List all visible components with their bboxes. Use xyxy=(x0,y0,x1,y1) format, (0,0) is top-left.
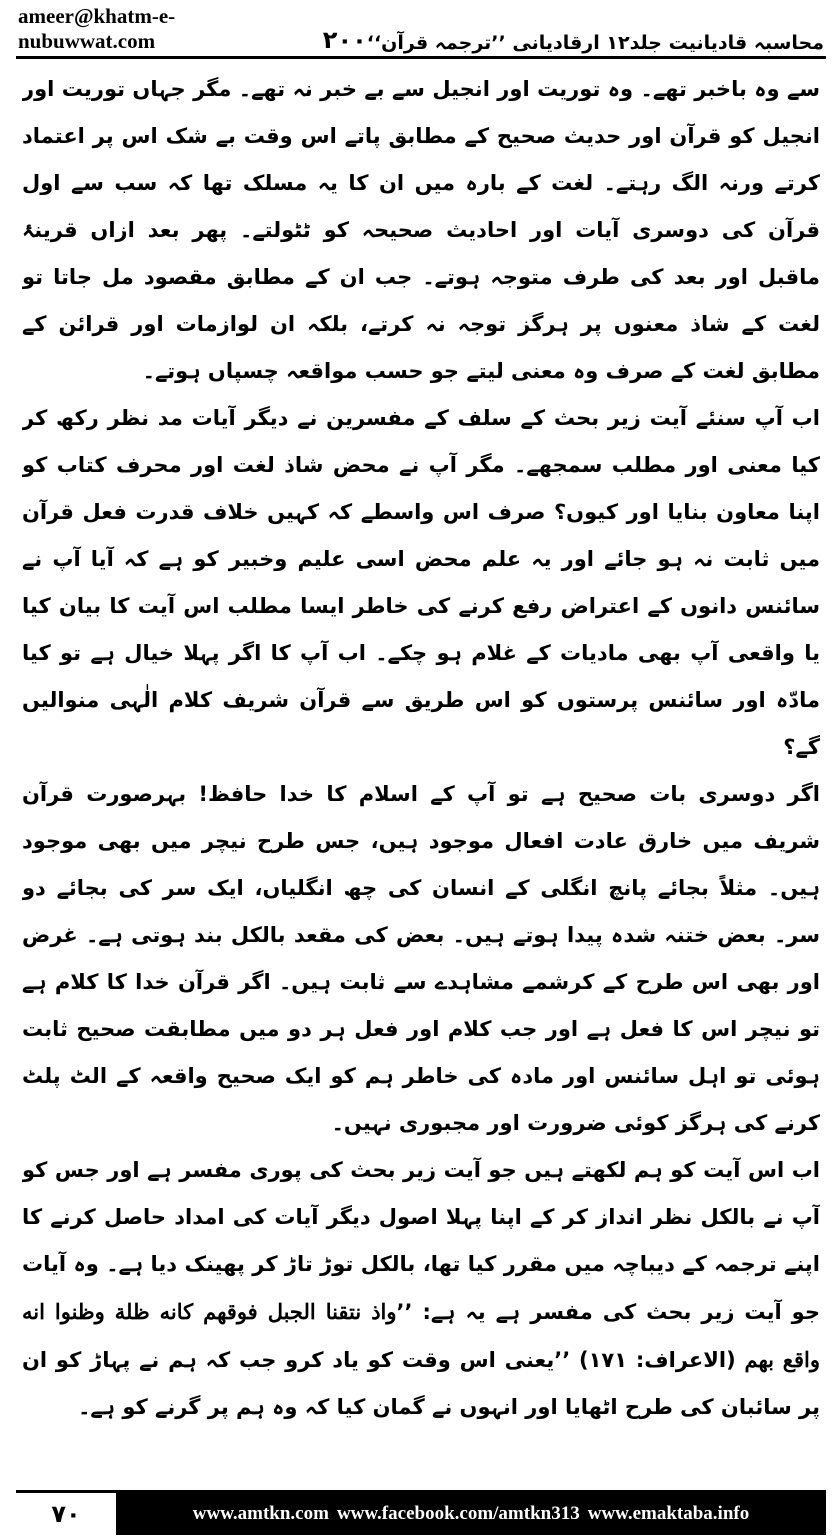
footer-link-emaktaba[interactable]: www.emaktaba.info xyxy=(587,1503,750,1524)
page-body xyxy=(22,66,820,1466)
paragraph-2: اب آپ سنئے آیت زیر بحث کے سلف کے مفسرین نے دیگر آیات مد نظر رکھ کر کیا معنی اور مطلب سمجھے۔ مگر آپ نے محض شاذ لغت اور محرف کتاب کو اپنا معاون بنایا اور کیوں؟ صرف اس واسطے کہ کہیں خلاف قدرت فعل قرآن میں ثابت نہ ہو جائے اور یہ علم محض اسی علیم وخبیر کو ہے کہ آیا آپ نے سائنس دانوں کے اعتراض رفع کرنے کی خاطر ایسا مطلب اس آیت کا بیان کیا یا واقعی آپ بھی مادیات کے غلام ہو چکے۔ اب آپ کا اگر پہلا خیال ہے تو کیا مادّہ اور سائنس پرستوں کو اس طریق سے قرآن شریف کلام الٰہی منوالیں گے؟ xyxy=(22,406,820,759)
page-header xyxy=(18,4,824,54)
page-footer xyxy=(16,1490,826,1535)
quran-reference: (الاعراف: ۱۷۱) ’’ xyxy=(554,1348,745,1372)
paragraph-1: سے وہ باخبر تھے۔ وہ توریت اور انجیل سے بے خبر نہ تھے۔ مگر جہاں توریت اور انجیل کو قرآن اور حدیث صحیح کے مطابق پاتے اس وقت بے شک اس پر اعتماد کرتے ورنہ الگ رہتے۔ لغت کے بارہ میں ان کا یہ مسلک تھا کہ سب سے اول قرآن کی دوسری آیات اور احادیث صحیحہ کو ٹٹولتے۔ پھر بعد ازاں قرینۂ ماقبل اور بعد کی طرف متوجہ ہوتے۔ جب ان کے مطابق مقصود مل جاتا تو لغت کے شاذ معنوں پر ہرگز توجہ نہ کرتے، بلکہ ان لوازمات اور قرائن کے مطابق لغت کے صرف وہ معنی لیتے جو حسب مواقعہ چسپاں ہوتے۔ xyxy=(22,77,820,383)
header-divider xyxy=(16,56,826,59)
header-page-number: ۲۰۰ xyxy=(322,26,367,54)
paragraph-4 xyxy=(22,1147,820,1431)
paragraph-3: اگر دوسری بات صحیح ہے تو آپ کے اسلام کا خدا حافظ! بہرصورت قرآن شریف میں خارق عادت افعال موجود ہیں، جس طرح نیچر میں بھی موجود ہیں۔ مثلاً بجائے پانچ انگلی کے انسان کی چھ انگلیاں، ایک سر کی بجائے دو سر۔ بعض ختنہ شدہ پیدا ہوتے ہیں۔ بعض کی مقعد بالکل بند ہوتی ہے۔ غرض اور بھی اس طرح کے کرشمے مشاہدے سے ثابت ہیں۔ اگر قرآن خدا کا کلام ہے تو نیچر اس کا فعل ہے اور جب کلام اور فعل ہر دو میں مطابقت صحیح ثابت ہوئی تو اہل سائنس اور مادہ کی خاطر ہم کو ایک صحیح واقعہ کے الٹ پلٹ کرنے کی ہرگز کوئی ضرورت اور مجبوری نہیں۔ xyxy=(22,782,820,1135)
paragraph-4-intro: اب اس آیت کو ہم لکھتے ہیں جو آیت زیر بحث کی پوری مفسر ہے اور جس کو آپ نے بالکل نظر انداز کر کے اپنا پہلا اصول دیگر آیات کی امداد حاصل کرنے کا اپنے ترجمہ کے دیباچہ میں مقرر کیا تھا، بالکل توڑ تاڑ کر پھینک دیا ہے۔ وہ آیات جو آیت زیر بحث کی مفسر ہے یہ ہے: ’’ xyxy=(22,1158,820,1324)
footer-link-amtkn[interactable]: www.amtkn.com xyxy=(192,1503,329,1524)
footer-page-number: ۷۰ xyxy=(51,1500,81,1528)
header-email[interactable]: ameer@khatm-e-nubuwwat.com xyxy=(18,4,176,53)
header-title: محاسبہ قادیانیت جلد۱۲ ارقادیانی ’’ترجمہ قرآن‘‘ xyxy=(366,32,824,54)
paragraph-4-translation: یعنی اس وقت کو یاد کرو جب کہ ہم نے پہاڑ کو ان پر سائبان کی طرح اٹھایا اور انہوں نے گمان کیا کہ وہ ہم پر گرنے کو ہے۔ xyxy=(22,1348,820,1419)
footer-link-facebook[interactable]: www.facebook.com/amtkn313 xyxy=(336,1503,580,1524)
footer-links-bar xyxy=(116,1493,826,1535)
quran-quote: واذ نتقنا الجبل فوقهم كانه ظلة وظنوا انه واقع بهم xyxy=(22,1299,820,1372)
